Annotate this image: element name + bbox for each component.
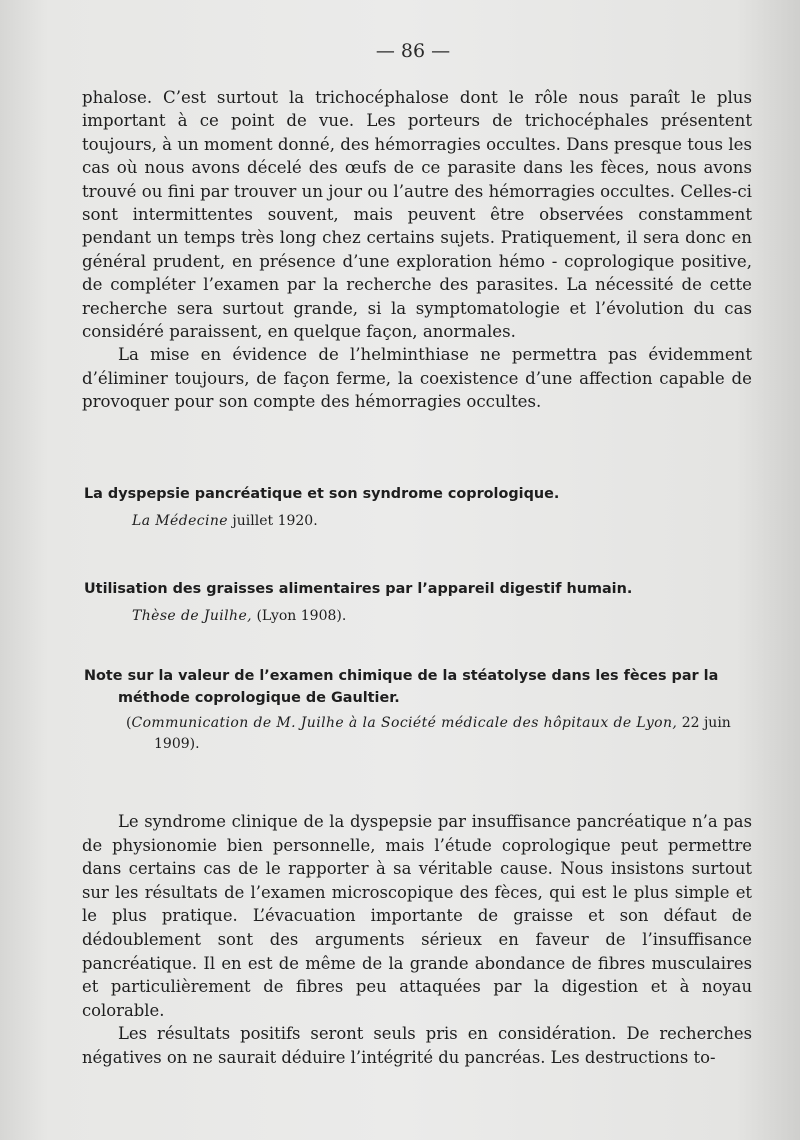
paragraph: phalose. C’est surtout la trichocéphalose dont le rôle nous paraît le plus important à ce point de vue. Les porteurs de trichocéphales présentent toujours, à un moment donné, des hémorragies occultes. Dans presque tous les cas où nous avons décelé des œufs de ce parasite dans les fèces, nous avons trouvé ou fini par trouver un jour ou l’autre des hémorragies occultes. Celles-ci sont intermittentes souvent, mais peuvent être observées constamment pendant un temps très long chez certains sujets. Pratiquement, il sera donc en général prudent, en présence d’une exploration hémo - coprologique positive, de compléter l’examen par la recherche des parasites. La nécessité de cette recherche sera surtout grande, si la symptomatologie et l’évolution du cas considéré paraissent, en quelque façon, anormales. <box>82 88 752 342</box>
reference-title: Utilisation des graisses alimentaires par l’appareil digestif humain. <box>84 581 633 597</box>
reference-source-rest: (Lyon 1908). <box>252 608 347 624</box>
reference-entry <box>84 578 754 627</box>
text-block-bottom <box>82 810 752 1070</box>
reference-source-italic: La Médecine <box>132 513 228 529</box>
page-number: — 86 — <box>375 40 451 62</box>
reference-source <box>126 713 754 755</box>
paragraph: Les résultats positifs seront seuls pris en considération. De recherches négatives on ne saurait déduire l’intégrité du pancréas. Les destructions to- <box>82 1024 752 1067</box>
reference-source <box>132 606 754 627</box>
reference-entry <box>84 483 754 532</box>
reference-source-italic: Communication de M. Juilhe à la Société médicale des hôpitaux de Lyon, <box>131 715 678 731</box>
reference-source <box>132 511 754 532</box>
reference-title: Note sur la valeur de l’examen chimique de la stéatolyse dans les fèces par la méthode coprologique de Gaultier. <box>84 668 719 706</box>
reference-title: La dyspepsie pancréatique et son syndrome coprologique. <box>84 486 560 502</box>
reference-source-italic: Thèse de Juilhe, <box>132 608 252 624</box>
reference-source-rest: juillet 1920. <box>227 513 318 529</box>
reference-source-rest: 22 juin 1909). <box>154 715 731 752</box>
paragraph: Le syndrome clinique de la dyspepsie par insuffisance pancréatique n’a pas de physionomie bien personnelle, mais l’étude coprologique peut permettre dans certains cas de le rapporter à sa véritable cause. Nous insistons surtout sur les résultats de l’examen microscopique des fèces, qui est le plus simple et le plus pratique. L’évacuation importante de graisse et son défaut de dédoublement sont des arguments sérieux en faveur de l’insuffisance pancréatique. Il en est de même de la grande abondance de fibres musculaires et particulièrement de fibres peu attaquées par la digestion et à noyau colorable. <box>82 812 752 1020</box>
paragraph: La mise en évidence de l’helminthiase ne permettra pas évidemment d’éliminer toujours, de façon ferme, la coexistence d’une affection capable de provoquer pour son compte des hémorragies occultes. <box>82 345 752 412</box>
reference-source-open: ( <box>126 715 132 731</box>
reference-entry <box>84 665 754 755</box>
text-block-top <box>82 86 752 414</box>
